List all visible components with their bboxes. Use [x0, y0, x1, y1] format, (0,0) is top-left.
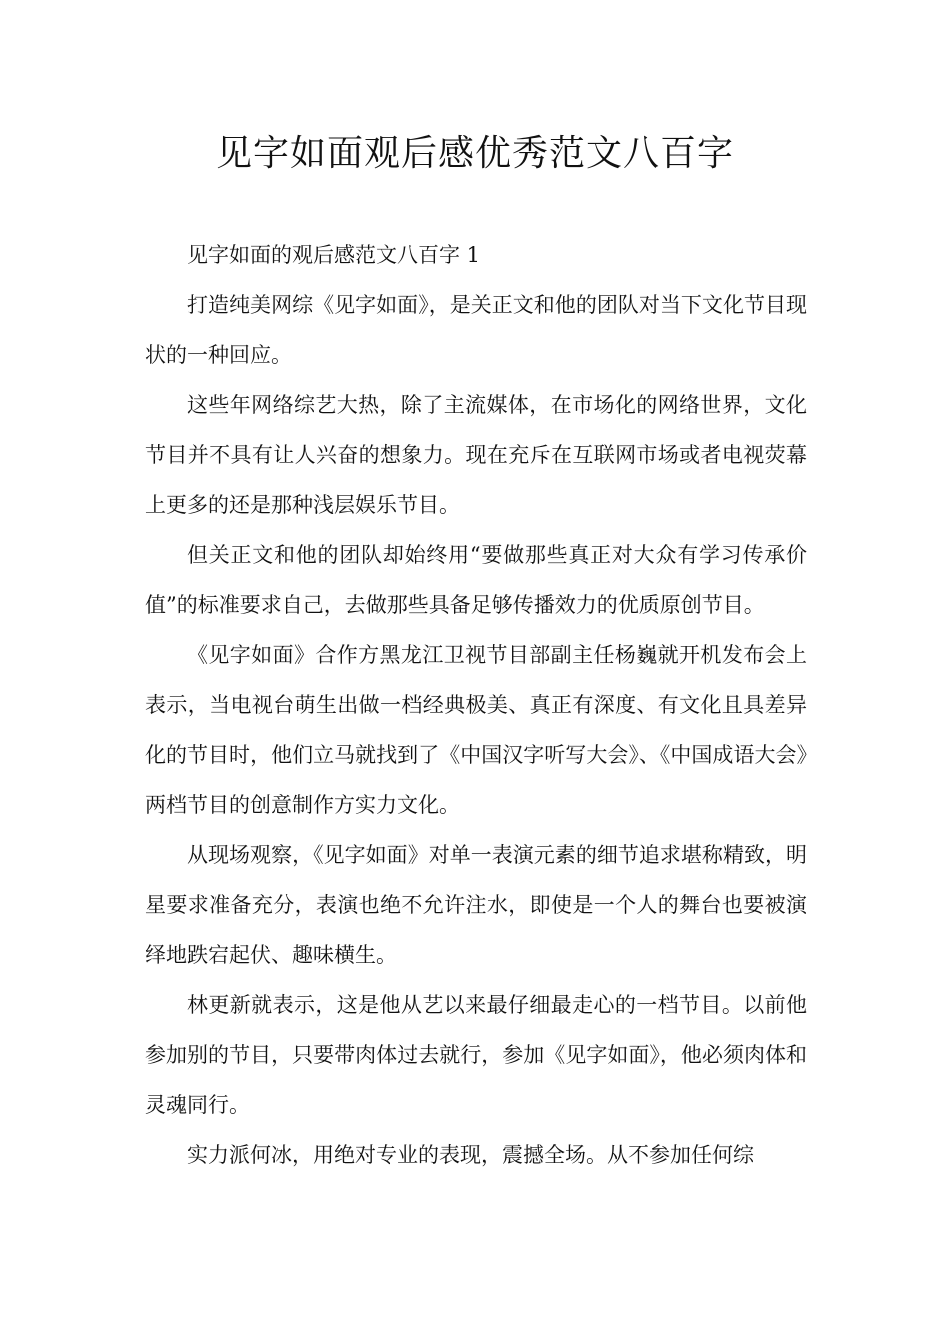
document-body — [145, 230, 807, 1180]
body-paragraph: 打造纯美网综《见字如面》，是关正文和他的团队对当下文化节目现状的一种回应。 — [145, 293, 807, 367]
body-paragraph: 《见字如面》合作方黑龙江卫视节目部副主任杨巍就开机发布会上表示，当电视台萌生出做一档经典极美、真正有深度、有文化且具差异化的节目时，他们立马就找到了《中国汉字听写大会》、《中国成语大会》两档节目的创意制作方实力文化。 — [145, 643, 807, 817]
body-paragraph: 实力派何冰，用绝对专业的表现，震撼全场。从不参加任何综 — [187, 1143, 754, 1167]
document-title: 见字如面观后感优秀范文八百字 — [215, 133, 734, 174]
section-subheading: 见字如面的观后感范文八百字 1 — [187, 243, 481, 267]
body-paragraph: 这些年网络综艺大热，除了主流媒体，在市场化的网络世界，文化节目并不具有让人兴奋的想象力。现在充斥在互联网市场或者电视荧幕上更多的还是那种浅层娱乐节目。 — [145, 393, 807, 517]
body-paragraph: 林更新就表示，这是他从艺以来最仔细最走心的一档节目。以前他参加别的节目，只要带肉体过去就行，参加《见字如面》，他必须肉体和灵魂同行。 — [145, 993, 807, 1117]
body-paragraph: 从现场观察，《见字如面》对单一表演元素的细节追求堪称精致，明星要求准备充分，表演也绝不允许注水，即使是一个人的舞台也要被演绎地跌宕起伏、趣味横生。 — [145, 843, 807, 967]
body-paragraph: 但关正文和他的团队却始终用“要做那些真正对大众有学习传承价值”的标准要求自己，去做那些具备足够传播效力的优质原创节目。 — [145, 543, 807, 617]
